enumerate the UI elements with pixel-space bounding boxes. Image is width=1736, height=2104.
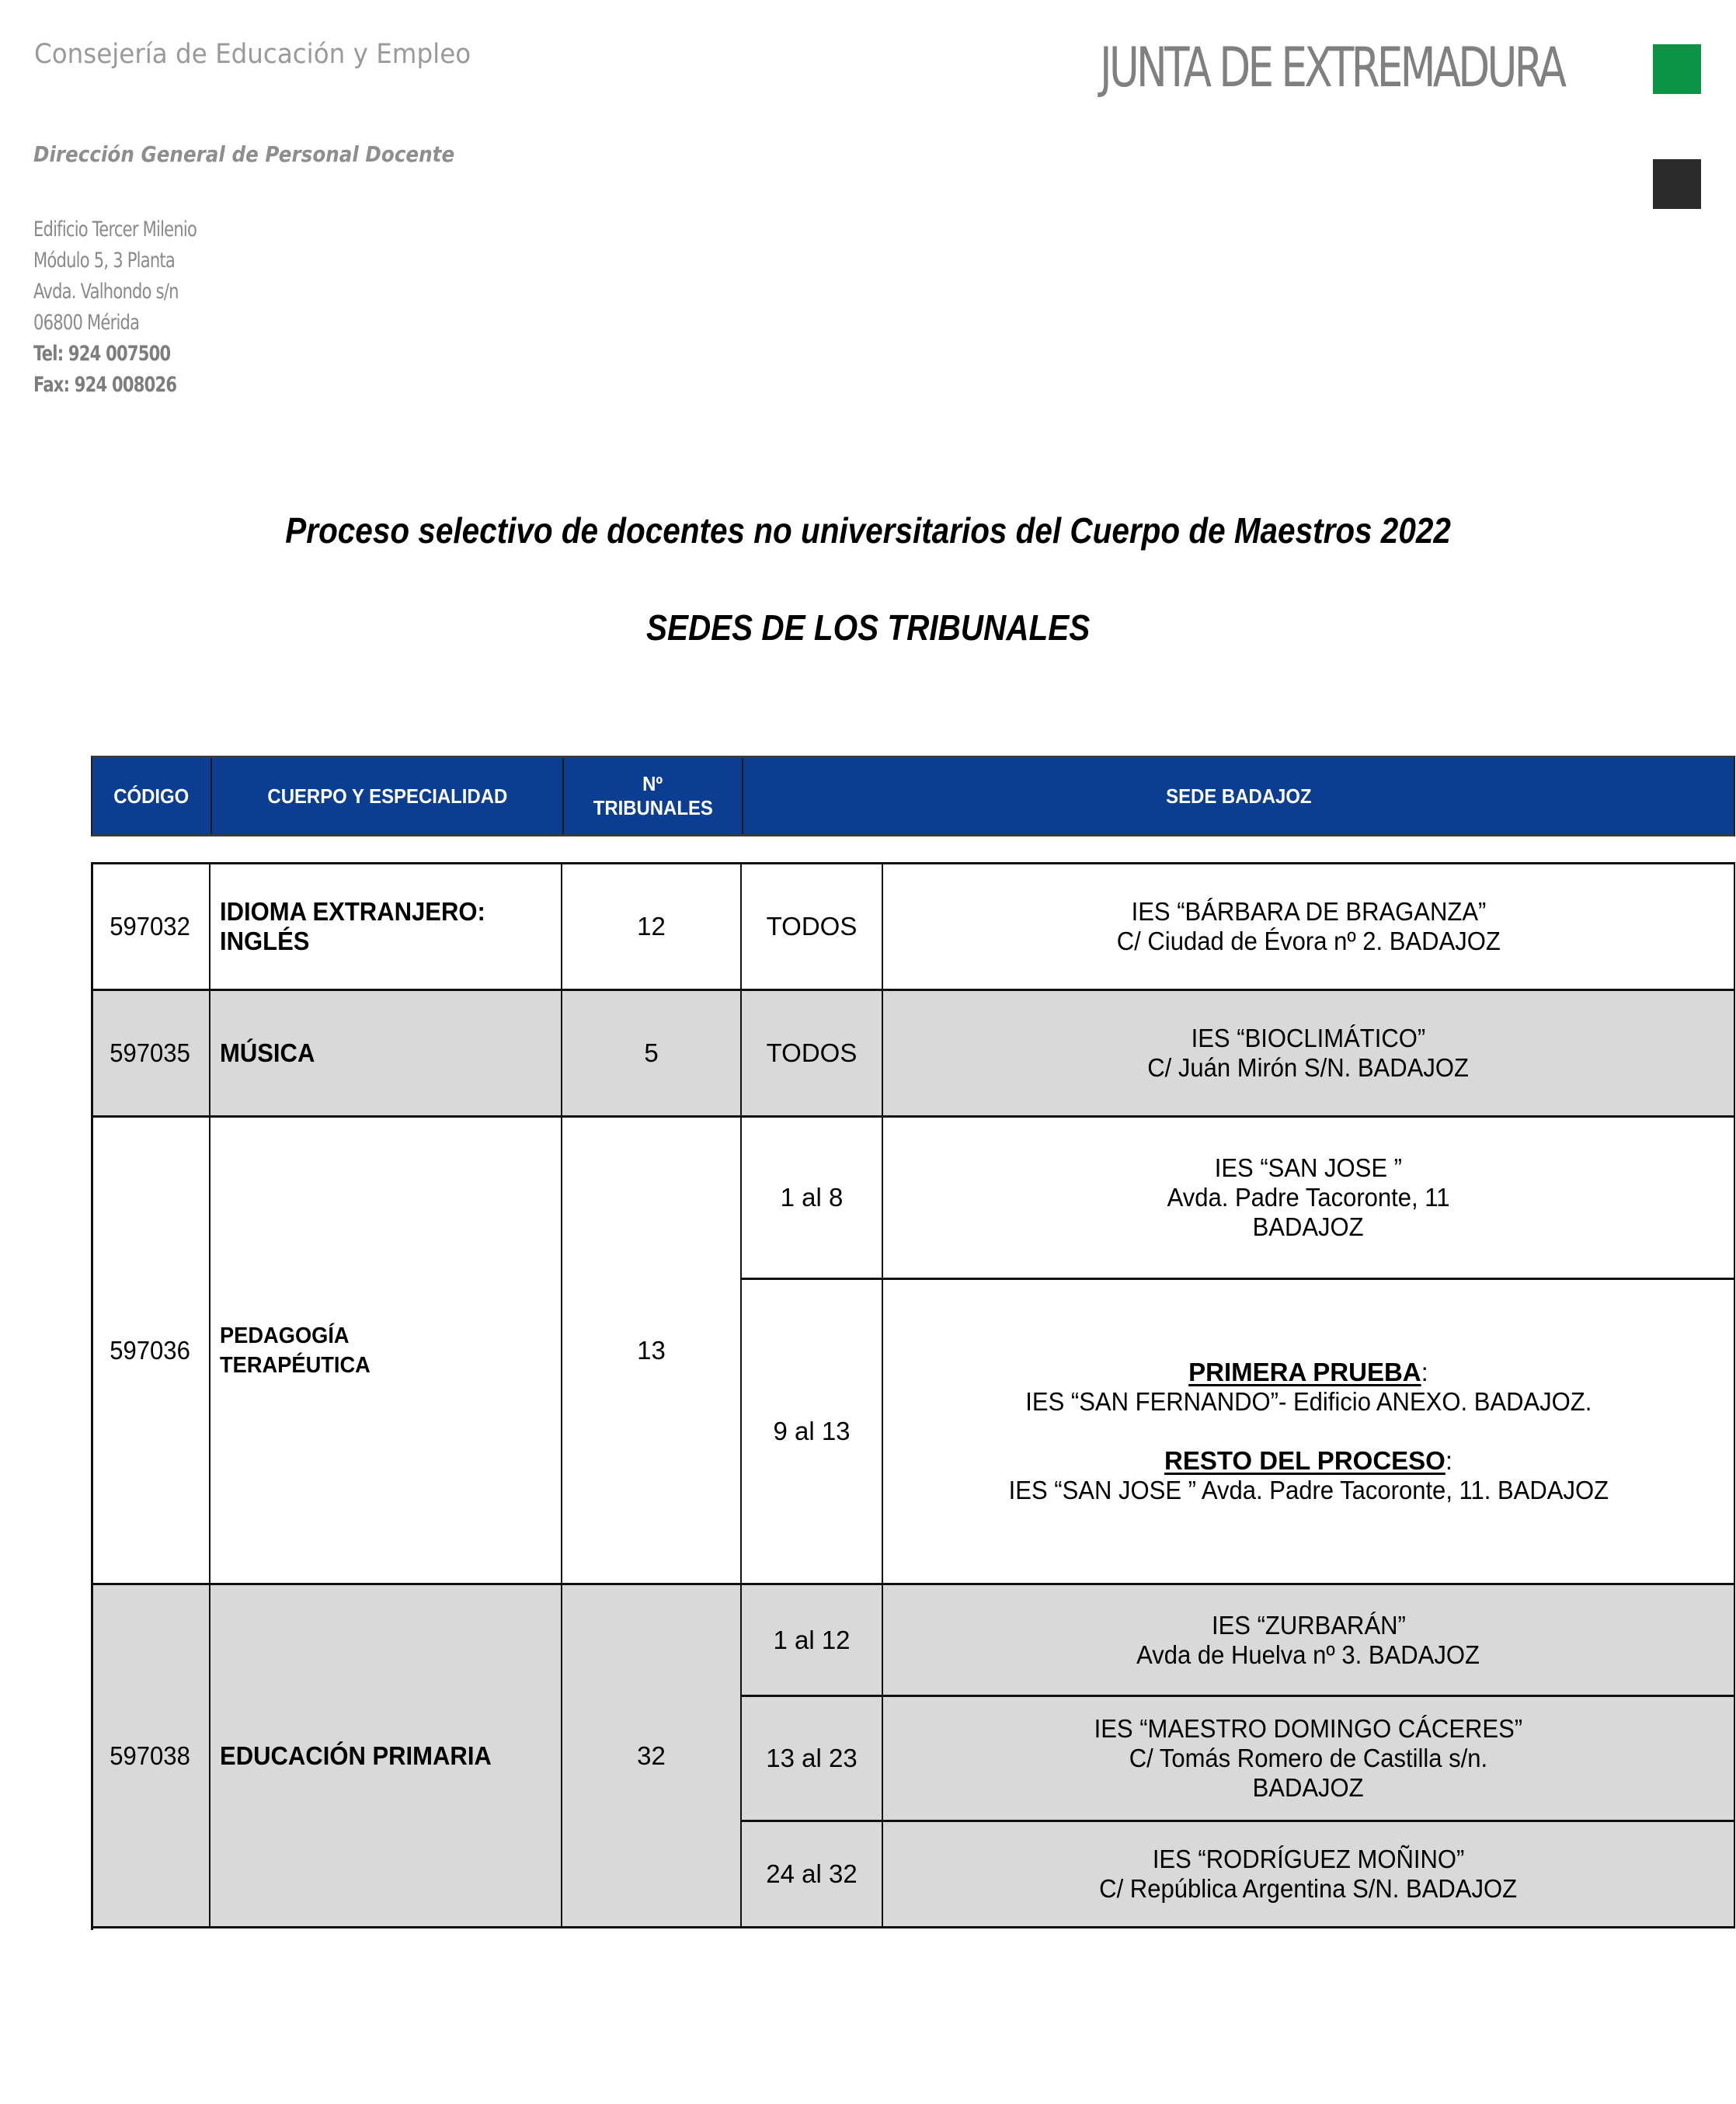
sede-line: IES “SAN FERNANDO”- Edificio ANEXO. BADAJOZ. [1025, 1387, 1592, 1416]
tribunales-range-value: 9 al 13 [773, 1417, 851, 1445]
cell-tribunales-range [742, 1280, 883, 1585]
cell-tribunales-range [742, 864, 883, 991]
cell-sede [883, 1118, 1735, 1280]
cell-especialidad [210, 1118, 562, 1585]
cell-especialidad [210, 991, 562, 1118]
sede-line: C/ Tomás Romero de Castilla s/n. [1129, 1744, 1488, 1772]
document-title-text: Proceso selectivo de docentes no universitarios del Cuerpo de Maestros 2022 [285, 510, 1451, 551]
num-value: 12 [637, 911, 666, 941]
address-line: Edificio Tercer Milenio [33, 217, 197, 242]
document-title [0, 509, 1736, 551]
codigo-value: 597035 [110, 1038, 190, 1067]
address-block [33, 214, 197, 401]
sede-line: IES “BIOCLIMÁTICO” [1191, 1024, 1426, 1052]
cell-sede [883, 1585, 1735, 1697]
cell-num-tribunales [562, 1585, 742, 1928]
header-num-tribunales [564, 758, 743, 834]
address-line: 06800 Mérida [33, 311, 140, 335]
cell-sede [883, 991, 1735, 1118]
sede-line: BADAJOZ [1252, 1212, 1365, 1241]
cell-sede [883, 1280, 1735, 1585]
tribunales-range-value: 1 al 12 [773, 1625, 851, 1654]
resto-proceso-heading [1164, 1446, 1452, 1476]
primera-prueba-heading [1188, 1358, 1428, 1387]
cell-num-tribunales [562, 991, 742, 1118]
tribunales-range-value: TODOS [766, 911, 858, 941]
document-subtitle [0, 607, 1736, 649]
sede-line: Avda de Huelva nº 3. BADAJOZ [1136, 1640, 1480, 1669]
resto-proceso-label: RESTO DEL PROCESO [1164, 1446, 1446, 1475]
header-codigo [92, 758, 212, 834]
cell-tribunales-range [742, 1118, 883, 1280]
colon: : [1445, 1446, 1453, 1475]
header-tribunales-label: TRIBUNALES [593, 796, 713, 819]
sede-line: IES “RODRÍGUEZ MOÑINO” [1152, 1845, 1465, 1873]
especialidad-value: IDIOMA EXTRANJERO: [220, 896, 485, 926]
num-value: 5 [644, 1038, 659, 1067]
sede-line: IES “SAN JOSE ” [1214, 1153, 1403, 1182]
logo-green-square-icon [1653, 44, 1701, 94]
sede-line: C/ República Argentina S/N. BADAJOZ [1099, 1874, 1518, 1903]
num-value: 13 [637, 1335, 666, 1365]
directorate-name: Dirección General de Personal Docente [33, 141, 455, 167]
document-subtitle-text: SEDES DE LOS TRIBUNALES [645, 607, 1091, 648]
sede-line: IES “BÁRBARA DE BRAGANZA” [1131, 896, 1486, 926]
tribunales-range-value: 1 al 8 [780, 1183, 844, 1212]
cell-tribunales-range [742, 1585, 883, 1697]
cell-num-tribunales [562, 1118, 742, 1585]
especialidad-value: MÚSICA [220, 1038, 315, 1067]
cell-tribunales-range [742, 1697, 883, 1822]
colon: : [1421, 1358, 1428, 1386]
cell-sede [883, 864, 1735, 991]
address-line: Avda. Valhondo s/n [33, 280, 179, 304]
especialidad-value: EDUCACIÓN PRIMARIA [220, 1741, 492, 1770]
sede-line: Avda. Padre Tacoronte, 11 [1167, 1183, 1450, 1212]
sede-line: C/ Ciudad de Évora nº 2. BADAJOZ [1116, 926, 1501, 955]
cell-especialidad [210, 864, 562, 991]
cell-tribunales-range [742, 1822, 883, 1928]
header-especialidad-label: CUERPO Y ESPECIALIDAD [267, 784, 507, 808]
header-sede [743, 758, 1734, 834]
primera-prueba-label: PRIMERA PRUEBA [1188, 1358, 1421, 1386]
especialidad-value: INGLÉS [220, 926, 310, 955]
cell-codigo [91, 1585, 210, 1928]
sede-line: C/ Juán Mirón S/N. BADAJOZ [1147, 1053, 1470, 1082]
department-name: Consejería de Educación y Empleo [34, 39, 471, 70]
tribunales-range-value: 13 al 23 [766, 1744, 858, 1772]
especialidad-value: PEDAGOGÍA [220, 1323, 350, 1348]
header-especialidad [212, 758, 564, 834]
cell-sede [883, 1822, 1735, 1928]
sede-line: IES “MAESTRO DOMINGO CÁCERES” [1094, 1714, 1523, 1743]
sede-line: IES “ZURBARÁN” [1211, 1610, 1406, 1640]
telephone: Tel: 924 007500 [33, 342, 171, 366]
header-num-label: Nº [642, 772, 663, 795]
address-line: Módulo 5, 3 Planta [33, 249, 176, 273]
cell-codigo [91, 1118, 210, 1585]
codigo-value: 597038 [110, 1741, 190, 1770]
tribunales-range-value: 24 al 32 [766, 1859, 858, 1888]
codigo-value: 597036 [110, 1335, 190, 1365]
sede-line: IES “SAN JOSE ” Avda. Padre Tacoronte, 11. BADAJOZ [1008, 1476, 1609, 1504]
sede-line: BADAJOZ [1252, 1773, 1365, 1802]
table-header [91, 756, 1735, 836]
cell-especialidad [210, 1585, 562, 1928]
header-sede-label: SEDE BADAJOZ [1165, 784, 1312, 808]
tribunales-range-value: TODOS [766, 1038, 858, 1067]
especialidad-value: TERAPÉUTICA [220, 1352, 371, 1378]
cell-num-tribunales [562, 864, 742, 991]
cell-sede [883, 1697, 1735, 1822]
header-codigo-label: CÓDIGO [113, 784, 190, 808]
codigo-value: 597032 [110, 911, 190, 941]
cell-codigo [91, 864, 210, 991]
fax: Fax: 924 008026 [33, 373, 177, 397]
logo-dark-square-icon [1653, 159, 1701, 209]
cell-tribunales-range [742, 991, 883, 1118]
cell-codigo [91, 991, 210, 1118]
logo-text: JUNTA DE EXTREMADURA [1100, 36, 1564, 99]
num-value: 32 [637, 1741, 666, 1770]
